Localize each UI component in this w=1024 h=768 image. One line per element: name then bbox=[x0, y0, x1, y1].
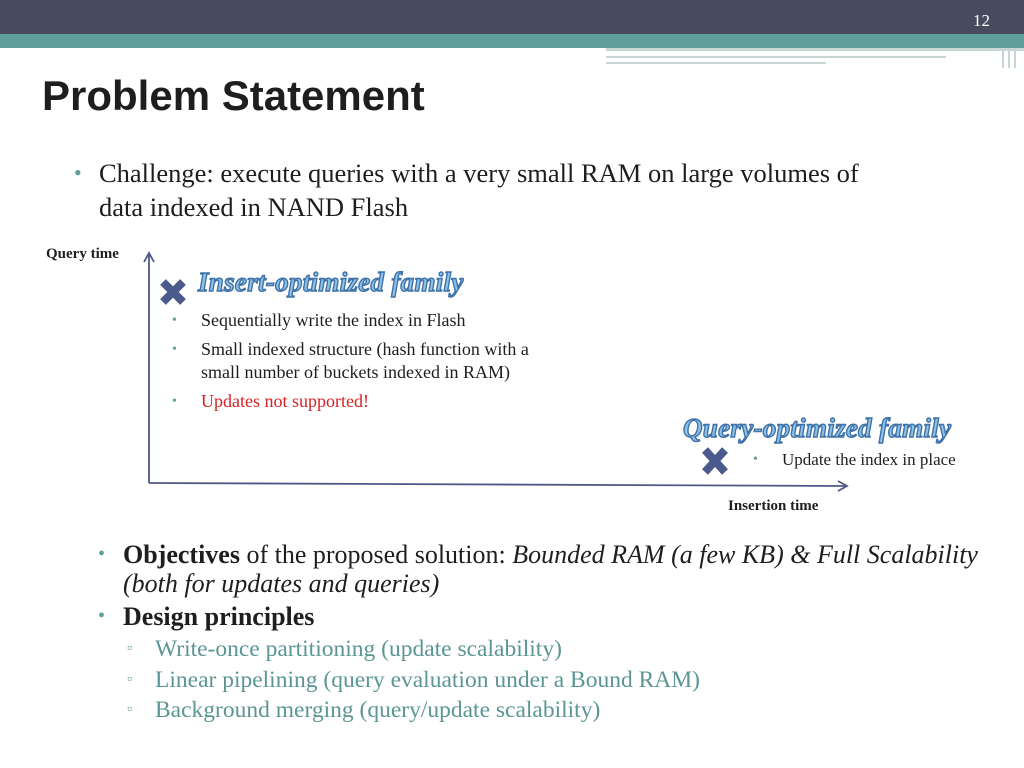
x-mark-icon bbox=[158, 276, 188, 306]
objectives-label: Objectives bbox=[123, 540, 240, 569]
objectives-bullet bbox=[98, 540, 978, 598]
bullet-dot: • bbox=[172, 393, 177, 409]
x-axis-label: Insertion time bbox=[728, 498, 819, 514]
objectives-emphasis: Bounded RAM (a few KB) & Full Scalability (both for updates and queries) bbox=[123, 540, 978, 598]
bullet-dot: • bbox=[172, 313, 177, 328]
insert-family-title: Insert-optimized family bbox=[198, 267, 464, 297]
square-bullet-icon: ▫ bbox=[127, 641, 132, 656]
bullet-dot: • bbox=[98, 605, 106, 627]
query-family-bullets bbox=[753, 448, 1023, 472]
x-mark-icon bbox=[700, 446, 730, 476]
design-item: ▫ Write-once partitioning (update scalability) bbox=[98, 634, 978, 665]
challenge-text: Challenge: execute queries with a very small RAM on large volumes of data indexed in NAND Flash bbox=[99, 158, 859, 222]
list-item: • Small indexed structure (hash function with a small number of buckets indexed in RAM) bbox=[172, 338, 529, 382]
design-item: ▫ Background merging (query/update scalability) bbox=[98, 695, 978, 726]
bullet-dot: • bbox=[172, 341, 177, 357]
design-label: Design principles bbox=[123, 602, 315, 631]
list-item: • Update the index in place bbox=[753, 448, 1023, 472]
query-family-title: Query-optimized family bbox=[683, 413, 952, 443]
objectives-text: of the proposed solution: bbox=[246, 540, 506, 569]
list-item-warning: • Updates not supported! bbox=[172, 390, 552, 414]
bullet-dot: • bbox=[74, 160, 82, 185]
design-bullet bbox=[98, 602, 978, 631]
square-bullet-icon: ▫ bbox=[127, 671, 132, 687]
slide-number: 12 bbox=[973, 11, 990, 30]
bullet-dot: • bbox=[98, 543, 106, 565]
y-axis-label: Query time bbox=[46, 246, 119, 262]
insert-family-bullets bbox=[172, 309, 552, 418]
bullet-dot: • bbox=[753, 452, 758, 467]
slide-title: Problem Statement bbox=[42, 72, 425, 119]
objectives-section bbox=[98, 540, 978, 726]
list-item: • Sequentially write the index in Flash bbox=[172, 309, 552, 333]
design-item: ▫ Linear pipelining (query evaluation under a Bound RAM) bbox=[98, 665, 978, 696]
square-bullet-icon: ▫ bbox=[127, 702, 132, 717]
